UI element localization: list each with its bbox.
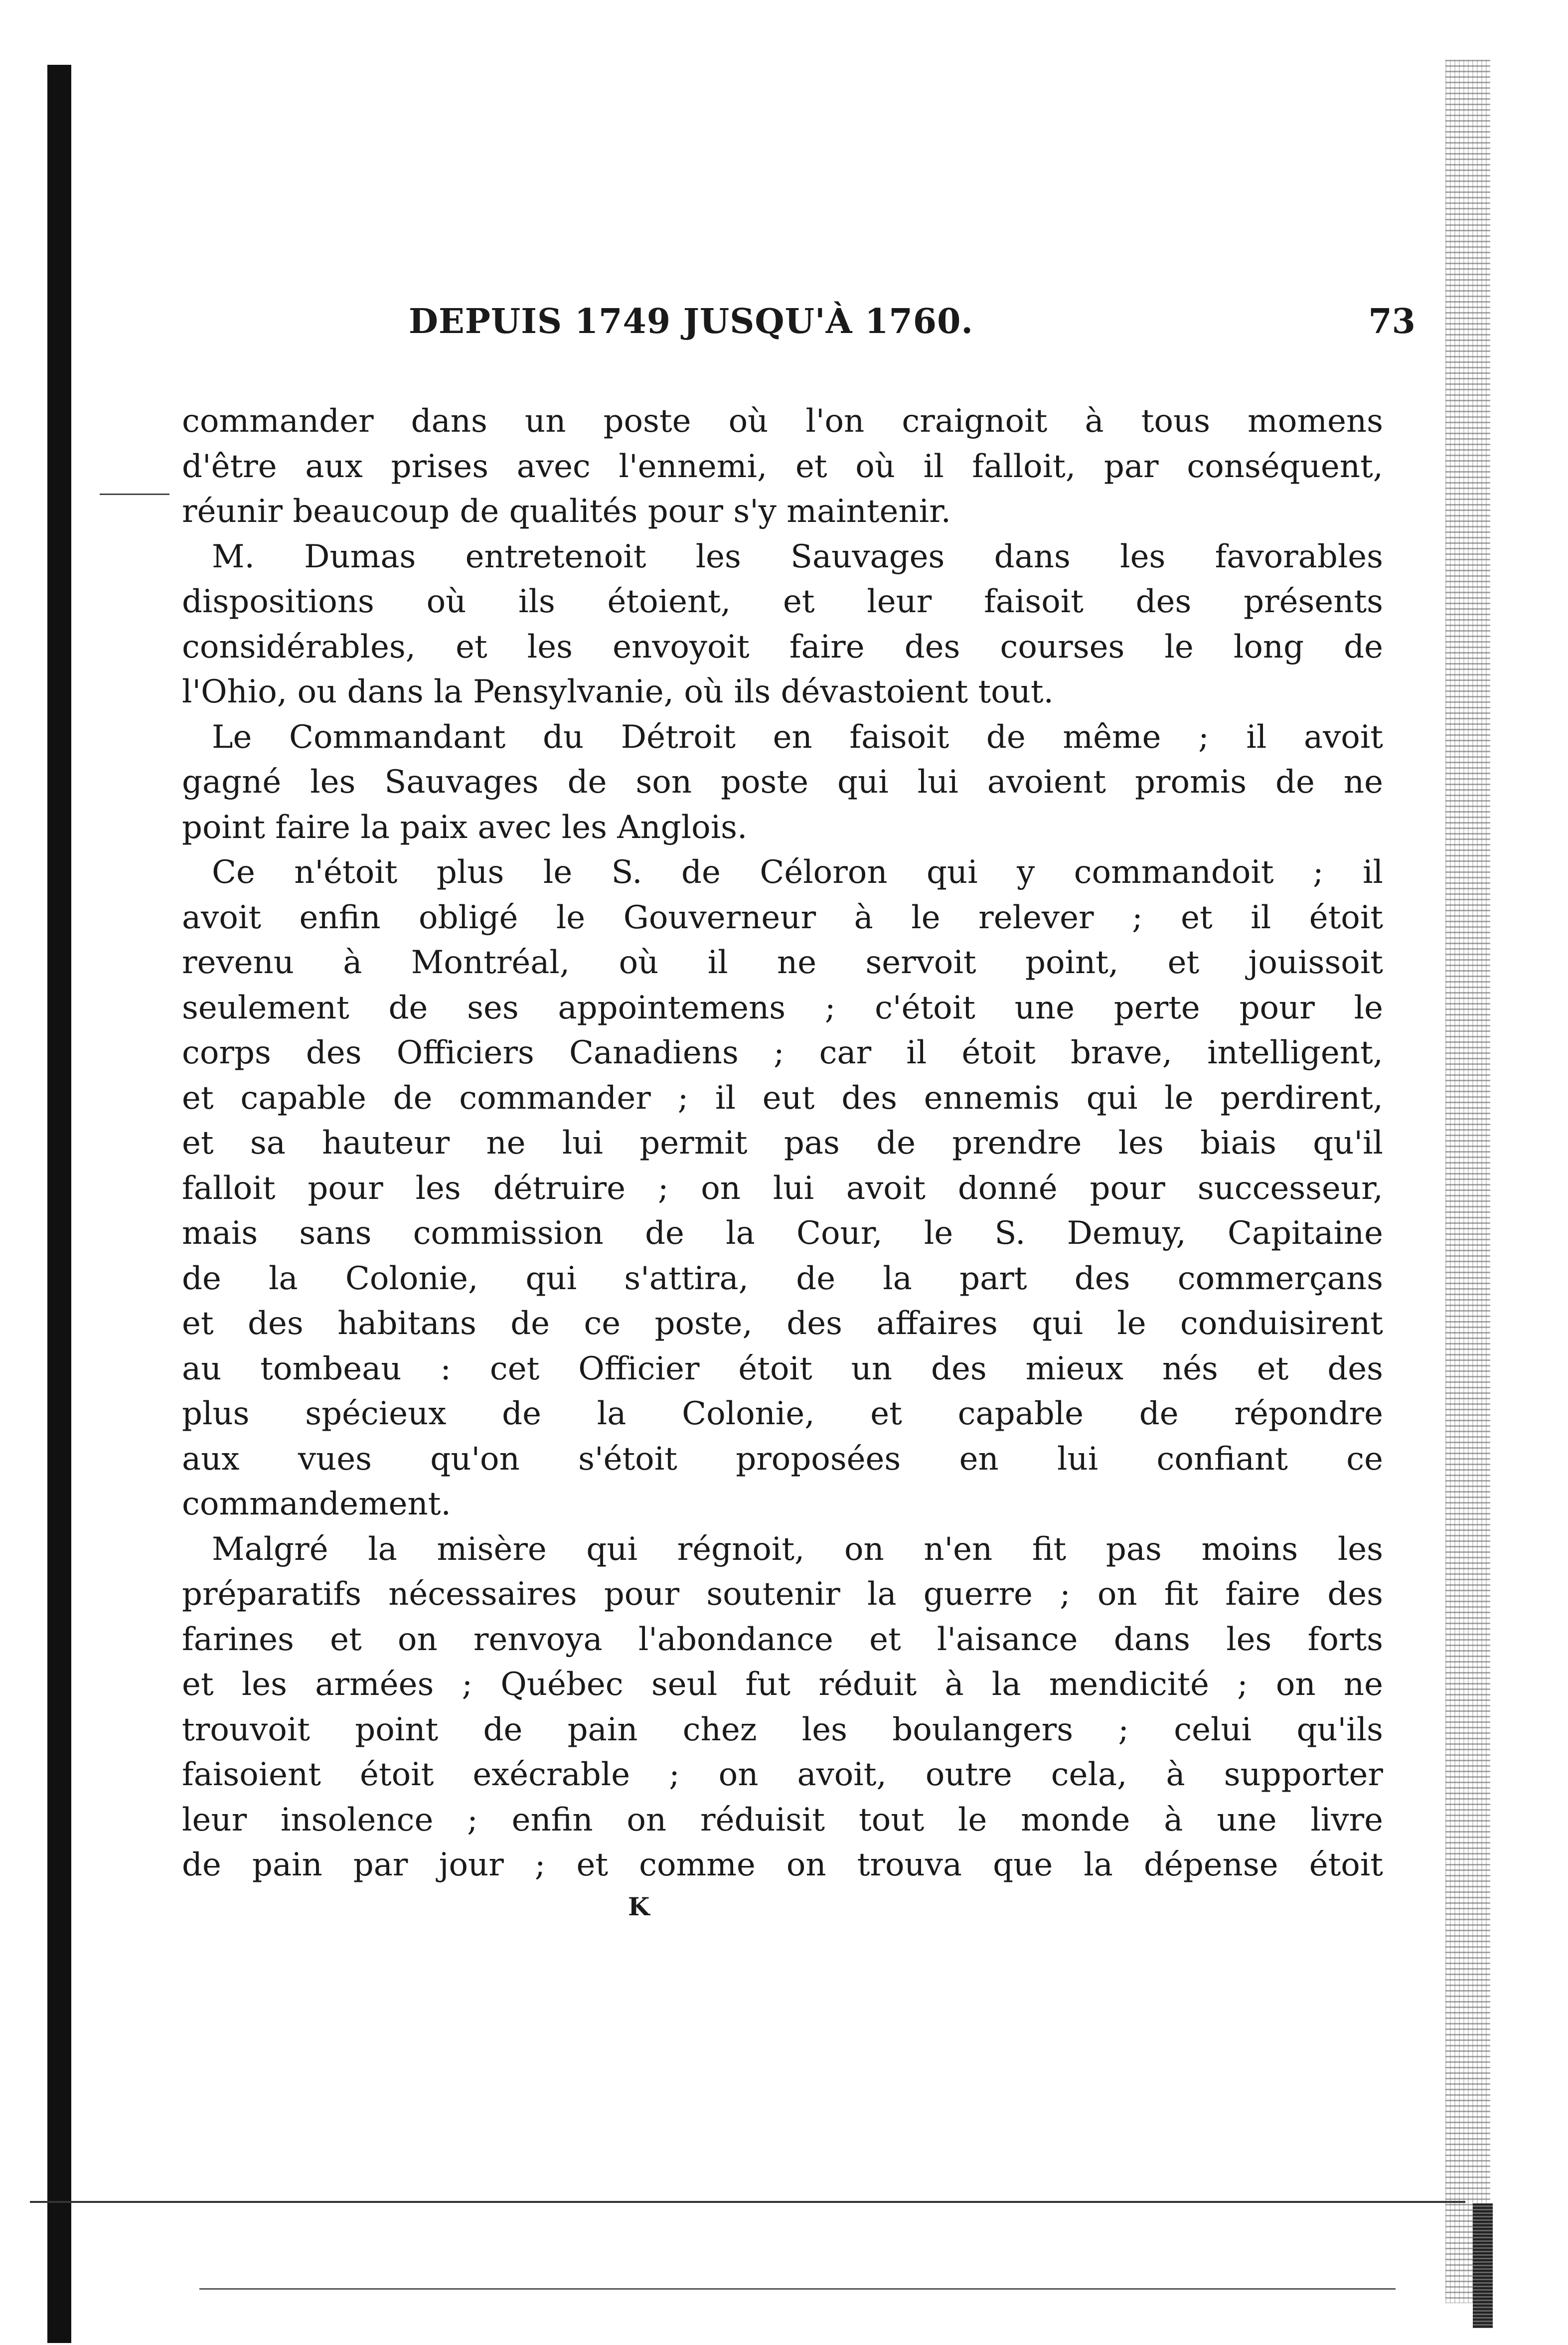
scan-edge-noise xyxy=(1445,60,1490,2303)
page-number: 73 xyxy=(1368,302,1415,341)
text-line: commander dans un poste où l'on craignoit à tous momens xyxy=(182,403,1383,440)
text-line: falloit pour les détruire ; on lui avoit donné pour successeur, xyxy=(182,1170,1383,1207)
body-text xyxy=(182,399,1383,1888)
text-line: considérables, et les envoyoit faire des courses le long de xyxy=(182,628,1383,666)
signature-mark: K xyxy=(628,1892,650,1921)
text-line: d'être aux prises avec l'ennemi, et où il falloit, par conséquent, xyxy=(182,448,1383,485)
text-line: préparatifs nécessaires pour soutenir la guerre ; on fit faire des xyxy=(182,1576,1383,1613)
text-line: et capable de commander ; il eut des ennemis qui le perdirent, xyxy=(182,1079,1383,1117)
margin-dash xyxy=(100,494,169,495)
text-line: faisoient étoit exécrable ; on avoit, outre cela, à supporter xyxy=(182,1756,1383,1793)
text-line: revenu à Montréal, où il ne servoit point, et jouissoit xyxy=(182,944,1383,981)
running-title: DEPUIS 1749 JUSQU'À 1760. xyxy=(409,302,974,341)
scan-rule-line-lower xyxy=(199,2288,1396,2290)
scan-rule-line xyxy=(30,2201,1465,2203)
text-line: réunir beaucoup de qualités pour s'y maintenir. xyxy=(182,493,951,530)
text-line: de pain par jour ; et comme on trouva que la dépense étoit xyxy=(182,1846,1383,1883)
text-line: Ce n'étoit plus le S. de Céloron qui y commandoit ; il xyxy=(212,854,1383,891)
text-line: corps des Officiers Canadiens ; car il étoit brave, intelligent, xyxy=(182,1034,1383,1071)
scan-edge-block xyxy=(1473,2203,1493,2328)
text-line: gagné les Sauvages de son poste qui lui avoient promis de ne xyxy=(182,764,1383,801)
text-line: et sa hauteur ne lui permit pas de prendre les biais qu'il xyxy=(182,1125,1383,1162)
text-line: Le Commandant du Détroit en faisoit de même ; il avoit xyxy=(212,718,1383,756)
text-line: point faire la paix avec les Anglois. xyxy=(182,809,748,846)
text-line: de la Colonie, qui s'attira, de la part des commerçans xyxy=(182,1260,1383,1297)
text-line: commandement. xyxy=(182,1486,451,1522)
text-line: farines et on renvoya l'abondance et l'aisance dans les forts xyxy=(182,1621,1383,1658)
text-line: aux vues qu'on s'étoit proposées en lui confiant ce xyxy=(182,1440,1383,1478)
running-header xyxy=(179,302,1415,346)
text-line: au tombeau : cet Officier étoit un des mieux nés et des xyxy=(182,1350,1383,1387)
text-line: dispositions où ils étoient, et leur faisoit des présents xyxy=(182,583,1383,620)
text-line: leur insolence ; enfin on réduisit tout le monde à une livre xyxy=(182,1801,1383,1839)
text-line: et les armées ; Québec seul fut réduit à la mendicité ; on ne xyxy=(182,1666,1383,1703)
text-line: l'Ohio, ou dans la Pensylvanie, où ils dévastoient tout. xyxy=(182,673,1054,710)
text-line: mais sans commission de la Cour, le S. Demuy, Capitaine xyxy=(182,1215,1383,1252)
text-line: plus spécieux de la Colonie, et capable de répondre xyxy=(182,1395,1383,1432)
text-line: Malgré la misère qui régnoit, on n'en fit pas moins les xyxy=(212,1530,1383,1568)
binding-edge xyxy=(47,65,71,2343)
text-line: M. Dumas entretenoit les Sauvages dans les favorables xyxy=(212,538,1383,575)
text-line: trouvoit point de pain chez les boulangers ; celui qu'ils xyxy=(182,1711,1383,1748)
text-line: et des habitans de ce poste, des affaires qui le conduisirent xyxy=(182,1305,1383,1342)
text-line: seulement de ses appointemens ; c'étoit une perte pour le xyxy=(182,989,1383,1026)
text-line: avoit enfin obligé le Gouverneur à le relever ; et il étoit xyxy=(182,899,1383,936)
